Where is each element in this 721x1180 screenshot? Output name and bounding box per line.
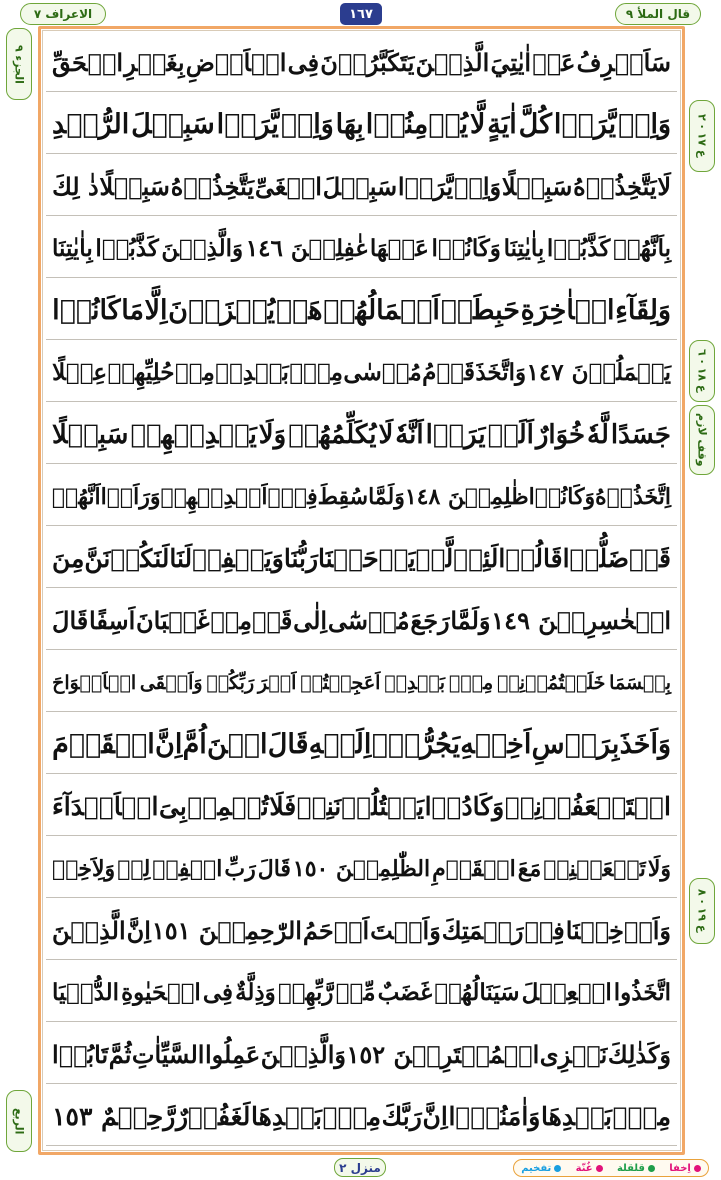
word: خَلَفۡتُمُوۡنِىۡ xyxy=(496,671,606,694)
word: وَاتَّخَذَ xyxy=(475,359,527,386)
legend-label: تفخيم xyxy=(521,1162,552,1174)
word: بَعۡدِهٖ xyxy=(215,359,289,386)
word: يَّرَوۡا xyxy=(216,109,279,140)
word: يَتَّخِذُوۡهُ xyxy=(170,172,255,201)
word: الۡاَعۡدَآءَ xyxy=(52,792,159,821)
word: قَالُوۡا xyxy=(498,544,563,573)
word: ذٰ لِكَ xyxy=(52,172,99,201)
word: جَسَدًا xyxy=(610,419,671,450)
word: وَكَذٰلِكَ xyxy=(607,1040,671,1069)
word: رَجَعَ xyxy=(410,606,450,635)
word: اِنَّ xyxy=(126,916,151,945)
word: مِّنۡ xyxy=(335,979,376,1006)
word: عَمِلُوا xyxy=(204,1040,261,1069)
word: اسۡتَضۡعَفُوۡنِىۡ xyxy=(504,792,671,821)
word: يَّرَوۡا xyxy=(553,109,617,140)
tajweed-legend xyxy=(513,1159,709,1177)
word: وَلَمَّا xyxy=(368,483,405,510)
word: لَئِنۡ xyxy=(453,544,499,573)
word: ثُمَّ xyxy=(108,1040,132,1069)
word: يَجُرُّهٗۤ xyxy=(371,729,461,760)
word: بِاَنَّهُمۡ xyxy=(612,235,671,262)
word: كَذَّبُوۡا xyxy=(546,235,611,262)
word: لِىۡ xyxy=(117,855,151,882)
word: اٰيَةٍ xyxy=(487,109,517,140)
word: الۡمُفۡتَرِيۡنَ ١٥٢ xyxy=(346,1040,540,1069)
waqf-lazim-marker: وقف لازم xyxy=(689,405,715,475)
word: رَّحِيۡمٌ ١٥٣ xyxy=(52,1102,176,1131)
word: لَا xyxy=(378,419,394,450)
legend-label: غُنّة xyxy=(575,1162,593,1174)
word: الۡقَوۡمِ xyxy=(432,855,516,882)
word: اَعَجِلۡتُمۡ xyxy=(300,671,381,694)
word: عِجۡلًا xyxy=(52,359,108,386)
text-line xyxy=(46,778,677,836)
word: سَبِيۡلَ xyxy=(131,109,215,140)
para-name-tab: قال الملأ ٩ xyxy=(615,3,701,25)
word: غٰفِلِيۡنَ ١٤٦ xyxy=(245,235,368,262)
text-line xyxy=(46,964,677,1022)
word: بِغَيۡرِ xyxy=(124,48,185,77)
word: الۡخٰسِرِيۡنَ ١٤٩ xyxy=(491,606,671,635)
word: رَبُّنَا xyxy=(283,544,319,573)
legend-item-ikhfa xyxy=(669,1163,701,1174)
word: وَلَا xyxy=(647,855,671,882)
text-line xyxy=(46,840,677,898)
word: رَّبِّهِمۡ xyxy=(277,979,334,1006)
word: اَسِفًا xyxy=(89,606,136,635)
word: اَعۡمَالُهُمۡ xyxy=(323,295,440,326)
word: يَّرَوۡا xyxy=(397,172,454,201)
word: وَاِنۡ xyxy=(454,172,502,201)
word: مِنَ xyxy=(51,544,85,573)
word: اَيۡدِيۡهِمۡ xyxy=(160,483,268,510)
word: قَدۡ xyxy=(629,544,671,573)
word: تَابُوۡا xyxy=(52,1040,109,1069)
word: خُوَارٌ xyxy=(535,419,586,450)
juz-marker: الجزء ٩ xyxy=(6,28,32,100)
word: الۡعِجۡلَ xyxy=(521,979,612,1006)
text-line xyxy=(46,654,677,712)
word: اِنَّ xyxy=(422,1102,448,1131)
word: مِنۡۢ xyxy=(289,359,343,386)
word: ظٰلِمِيۡنَ ١٤٨ xyxy=(404,483,529,510)
word: اتَّخَذُوا xyxy=(613,979,671,1006)
word: يَرَوۡا xyxy=(425,419,486,450)
word: وَيَغۡفِرۡ xyxy=(192,544,284,573)
word: الۡاٰخِرَةِ xyxy=(520,295,615,326)
word: قَوۡمِهٖ xyxy=(210,606,293,635)
word: بِئۡسَمَا xyxy=(609,671,671,694)
word: قَالَ xyxy=(257,855,291,882)
word: اٰيٰتِيَ xyxy=(490,48,532,77)
word: وَاِنۡ xyxy=(618,109,671,140)
legend-label: قلقلة xyxy=(616,1162,645,1174)
word: بَعۡدِهَا xyxy=(251,1102,322,1131)
word: لَّا xyxy=(470,109,486,140)
word: بِىَ xyxy=(159,792,187,821)
text-line xyxy=(46,220,677,278)
word: لَغَفُوۡرٌ xyxy=(175,1102,251,1131)
word: ابۡنَ xyxy=(207,729,268,760)
word: مِنۡۢ xyxy=(612,1102,671,1131)
text-line xyxy=(46,592,677,650)
word: حَبِطَتۡ xyxy=(440,295,520,326)
word: الۡاَرۡضِ xyxy=(185,48,287,77)
word: فِى xyxy=(287,48,320,77)
word: مَا xyxy=(121,295,144,326)
word: هَلۡ xyxy=(275,295,323,326)
word: وَاَلۡقَى xyxy=(139,671,203,694)
word: الَّذِيۡنَ xyxy=(52,916,126,945)
word: ضَلُّوۡا xyxy=(562,544,630,573)
word: يَعۡمَلُوۡنَ ١٤٧ xyxy=(526,359,671,386)
word: وَلَا xyxy=(258,419,287,450)
word: كَذَّبُوۡا xyxy=(95,235,159,262)
legend-item-tafkheem xyxy=(521,1163,561,1174)
legend-label: اِخفا xyxy=(669,1162,691,1174)
word: اَنَّهُمۡ xyxy=(51,483,101,510)
word: اَمۡرَ xyxy=(257,671,297,694)
word: وَلِقَآءِ xyxy=(615,295,671,326)
ghunna-dot-icon xyxy=(596,1165,603,1172)
word: وَاَنۡتَ xyxy=(370,916,441,945)
word: اِنَّ xyxy=(155,729,183,760)
word: عَنۡهَا xyxy=(369,235,429,262)
word: اغۡفِرۡ xyxy=(152,855,223,882)
word: الۡحَيٰوةِ xyxy=(121,979,201,1006)
word: مِنۡ xyxy=(174,359,215,386)
word: يَرۡحَمۡنَا xyxy=(318,544,416,573)
word: يَهۡدِيۡهِمۡ xyxy=(130,419,257,450)
word: رَبَّكَ xyxy=(381,1102,422,1131)
word: تُشۡمِتۡ xyxy=(187,792,269,821)
word: اَنَّهٗ xyxy=(395,419,424,450)
word: الرّٰحِمِيۡنَ ١٥١ xyxy=(151,916,302,945)
word: تَجۡعَلۡنِىۡ xyxy=(543,855,646,882)
word: قَالَ xyxy=(52,606,89,635)
text-line xyxy=(46,158,677,216)
word: رَحۡمَتِكَ xyxy=(441,916,524,945)
qalqala-dot-icon xyxy=(648,1165,655,1172)
word: الۡغَىِّ xyxy=(254,172,322,201)
word: يُؤۡمِنُوۡا xyxy=(365,109,469,140)
word: اِلَّا xyxy=(144,295,168,326)
word: وَكَانُوۡا xyxy=(431,235,501,262)
word: اِلٰى xyxy=(293,606,328,635)
ikhfa-dot-icon xyxy=(694,1165,701,1172)
word: اِتَّخَذُوۡهُ xyxy=(595,483,671,510)
word: عَنۡ xyxy=(532,48,576,77)
ruku-marker-2: ع ١٨ · ٦ xyxy=(689,340,715,402)
word: بِاٰيٰتِنَا xyxy=(52,235,93,262)
word: اِلَيۡهِ xyxy=(308,729,372,760)
word: وَذِلَّةٌ xyxy=(235,979,276,1006)
page-number-badge: ١٦٧ xyxy=(340,3,382,25)
word: وَاَدۡخِلۡنَا xyxy=(565,916,671,945)
word: وَكَادُوۡا xyxy=(424,792,505,821)
word: وَلِاَخِىۡ xyxy=(52,855,116,882)
word: يَتَّخِذُوۡهُ xyxy=(573,172,657,201)
word: الظّٰلِمِيۡنَ ١٥٠ xyxy=(292,855,431,882)
text-line xyxy=(46,1026,677,1084)
legend-item-ghunna xyxy=(576,1163,603,1174)
word: مِنۡۢ xyxy=(448,671,494,694)
word: كُلَّ xyxy=(518,109,552,140)
text-line xyxy=(46,406,677,464)
word: لَا xyxy=(657,172,671,201)
word: وَلَمَّا xyxy=(450,606,491,635)
word: فِى xyxy=(202,979,234,1006)
word: لَنَا xyxy=(169,544,193,573)
text-line xyxy=(46,530,677,588)
word: اُمَّ xyxy=(182,729,207,760)
word: نَجۡزِى xyxy=(539,1040,608,1069)
word: كَانُوۡا xyxy=(52,295,121,326)
word: سَيَنَالُهُمۡ xyxy=(434,979,520,1006)
text-line xyxy=(46,468,677,526)
word: الۡقَوۡمَ xyxy=(52,729,155,760)
word: اَخِيۡهِ xyxy=(460,729,532,760)
ruku-marker-3: ع ١٩ · ٨ xyxy=(689,878,715,944)
word: غَضۡبَانَ xyxy=(136,606,210,635)
word: بَعۡدِىۡ xyxy=(384,671,446,694)
word: مُوۡسٰى xyxy=(343,359,422,386)
word: اَلَمۡ xyxy=(487,419,534,450)
text-line xyxy=(46,344,677,402)
text-line xyxy=(46,96,677,154)
manzil-badge: منزل ٢ xyxy=(334,1158,386,1177)
word: يُكَلِّمُهُمۡ xyxy=(288,419,377,450)
word: الدُّنۡيَا xyxy=(52,979,120,1006)
word: رَبِّكُمۡ xyxy=(206,671,255,694)
word: فَلَا xyxy=(269,792,297,821)
tafkheem-dot-icon xyxy=(554,1165,561,1172)
text-line xyxy=(46,716,677,774)
word: وَاَخَذَ xyxy=(619,729,671,760)
word: الرُّشۡدِ xyxy=(52,109,130,140)
word: مَعَ xyxy=(517,855,542,882)
word: بِاٰيٰتِنَا xyxy=(503,235,545,262)
word: سَاَصۡرِفُ xyxy=(576,48,671,77)
word: الَّذِيۡنَ xyxy=(415,48,490,77)
word: وَاٰمَنُوۡۤا xyxy=(448,1102,541,1131)
word: لَنَكُوۡنَنَّ xyxy=(84,544,170,573)
word: لَّمۡ xyxy=(415,544,454,573)
word: سَبِيۡلَ xyxy=(322,172,398,201)
word: يَقۡتُلُوۡنَنِىۡ xyxy=(296,792,425,821)
text-line xyxy=(46,902,677,960)
word: السَّيِّاٰتِ xyxy=(131,1040,205,1069)
word: فِىۡ xyxy=(524,916,565,945)
word: بِهَا xyxy=(335,109,364,140)
legend-item-qalqala xyxy=(617,1163,655,1174)
word: بِرَاۡسِ xyxy=(531,729,620,760)
word: اَرۡحَمُ xyxy=(302,916,370,945)
word: رَبِّ xyxy=(224,855,256,882)
word: مِنۡۢ xyxy=(322,1102,381,1131)
word: قَالَ xyxy=(267,729,309,760)
word: غَضَبٌ xyxy=(377,979,433,1006)
ruku-marker-1: ع ١٧ · ٢ xyxy=(689,100,715,172)
word: وَالَّذِيۡنَ xyxy=(161,235,244,262)
word: يَتَكَبَّرُوۡنَ xyxy=(320,48,415,77)
word: وَاِنۡ xyxy=(280,109,334,140)
word: وَالَّذِيۡنَ xyxy=(260,1040,346,1069)
text-line xyxy=(46,1088,677,1146)
word: الۡحَقِّ xyxy=(52,48,124,77)
rub-marker: الربع xyxy=(6,1090,32,1152)
word: فِىۡۤ xyxy=(267,483,318,510)
word: لَّهٗ xyxy=(587,419,609,450)
word: وَكَانُوۡا xyxy=(528,483,596,510)
word: يُجۡزَوۡنَ xyxy=(168,295,276,326)
surah-name-tab: الاعراف ٧ xyxy=(20,3,106,25)
word: الۡاَلۡوَاحَ xyxy=(52,671,137,694)
word: سَبِيۡلًا xyxy=(52,419,129,450)
word: بَعۡدِهَا xyxy=(541,1102,612,1131)
word: حُلِيِّهِمۡ xyxy=(107,359,175,386)
word: سُقِطَ xyxy=(317,483,369,510)
word: سَبِيۡلًا xyxy=(99,172,170,201)
word: سَبِيۡلًا xyxy=(501,172,573,201)
text-line xyxy=(46,34,677,92)
word: وَرَاَوۡا xyxy=(100,483,161,510)
word: مُوۡسٰٓى xyxy=(327,606,410,635)
text-line xyxy=(46,282,677,340)
word: قَوۡمُ xyxy=(422,359,475,386)
